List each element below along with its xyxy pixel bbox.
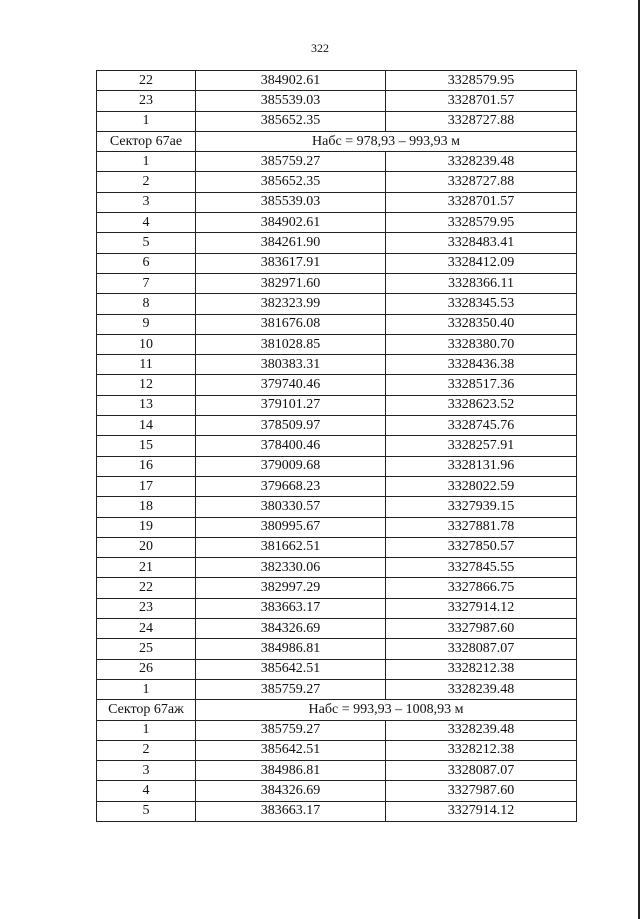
x-coordinate: 380330.57 [196, 497, 386, 517]
x-coordinate: 379009.68 [196, 456, 386, 476]
x-coordinate: 384326.69 [196, 781, 386, 801]
point-number: 11 [97, 355, 196, 375]
x-coordinate: 383663.17 [196, 598, 386, 618]
sector-label: Сектор 67аж [97, 700, 196, 720]
table-row [97, 294, 577, 314]
point-number: 7 [97, 273, 196, 293]
x-coordinate: 380383.31 [196, 355, 386, 375]
y-coordinate: 3327845.55 [386, 558, 577, 578]
y-coordinate: 3327850.57 [386, 537, 577, 557]
point-number: 22 [97, 578, 196, 598]
y-coordinate: 3327914.12 [386, 598, 577, 618]
point-number: 2 [97, 172, 196, 192]
y-coordinate: 3328257.91 [386, 436, 577, 456]
x-coordinate: 383617.91 [196, 253, 386, 273]
point-number: 10 [97, 334, 196, 354]
x-coordinate: 378509.97 [196, 416, 386, 436]
y-coordinate: 3328745.76 [386, 416, 577, 436]
y-coordinate: 3328239.48 [386, 720, 577, 740]
table-row [97, 456, 577, 476]
table-row [97, 71, 577, 91]
point-number: 22 [97, 71, 196, 91]
x-coordinate: 380995.67 [196, 517, 386, 537]
point-number: 26 [97, 659, 196, 679]
x-coordinate: 381662.51 [196, 537, 386, 557]
table-row [97, 213, 577, 233]
y-coordinate: 3327881.78 [386, 517, 577, 537]
table-row [97, 781, 577, 801]
point-number: 16 [97, 456, 196, 476]
point-number: 1 [97, 679, 196, 699]
y-coordinate: 3328727.88 [386, 172, 577, 192]
y-coordinate: 3328239.48 [386, 152, 577, 172]
x-coordinate: 381676.08 [196, 314, 386, 334]
table-row [97, 375, 577, 395]
point-number: 1 [97, 152, 196, 172]
coordinates-table-body [97, 71, 577, 822]
point-number: 1 [97, 111, 196, 131]
table-row [97, 476, 577, 496]
point-number: 15 [97, 436, 196, 456]
sector-header-row [97, 131, 577, 151]
point-number: 20 [97, 537, 196, 557]
x-coordinate: 384902.61 [196, 71, 386, 91]
table-row [97, 233, 577, 253]
x-coordinate: 385539.03 [196, 192, 386, 212]
table-row [97, 578, 577, 598]
point-number: 8 [97, 294, 196, 314]
y-coordinate: 3328131.96 [386, 456, 577, 476]
table-row [97, 273, 577, 293]
point-number: 14 [97, 416, 196, 436]
y-coordinate: 3328212.38 [386, 740, 577, 760]
y-coordinate: 3328345.53 [386, 294, 577, 314]
y-coordinate: 3328022.59 [386, 476, 577, 496]
table-row [97, 537, 577, 557]
point-number: 25 [97, 639, 196, 659]
x-coordinate: 378400.46 [196, 436, 386, 456]
table-row [97, 598, 577, 618]
x-coordinate: 385539.03 [196, 91, 386, 111]
table-row [97, 152, 577, 172]
point-number: 12 [97, 375, 196, 395]
point-number: 6 [97, 253, 196, 273]
point-number: 23 [97, 91, 196, 111]
x-coordinate: 384902.61 [196, 213, 386, 233]
table-row [97, 314, 577, 334]
x-coordinate: 384986.81 [196, 761, 386, 781]
table-row [97, 91, 577, 111]
table-row [97, 740, 577, 760]
point-number: 18 [97, 497, 196, 517]
y-coordinate: 3328727.88 [386, 111, 577, 131]
x-coordinate: 385759.27 [196, 679, 386, 699]
sector-label: Сектор 67ае [97, 131, 196, 151]
point-number: 5 [97, 233, 196, 253]
y-coordinate: 3328087.07 [386, 761, 577, 781]
point-number: 3 [97, 761, 196, 781]
point-number: 21 [97, 558, 196, 578]
x-coordinate: 379740.46 [196, 375, 386, 395]
y-coordinate: 3328701.57 [386, 91, 577, 111]
point-number: 23 [97, 598, 196, 618]
x-coordinate: 385759.27 [196, 152, 386, 172]
x-coordinate: 382330.06 [196, 558, 386, 578]
sector-header-row [97, 700, 577, 720]
table-row [97, 659, 577, 679]
y-coordinate: 3328483.41 [386, 233, 577, 253]
point-number: 9 [97, 314, 196, 334]
x-coordinate: 385642.51 [196, 659, 386, 679]
y-coordinate: 3327939.15 [386, 497, 577, 517]
table-row [97, 172, 577, 192]
page-number: 322 [311, 41, 329, 55]
y-coordinate: 3328517.36 [386, 375, 577, 395]
y-coordinate: 3328436.38 [386, 355, 577, 375]
x-coordinate: 379668.23 [196, 476, 386, 496]
point-number: 4 [97, 781, 196, 801]
y-coordinate: 3327987.60 [386, 781, 577, 801]
x-coordinate: 383663.17 [196, 801, 386, 821]
point-number: 19 [97, 517, 196, 537]
point-number: 3 [97, 192, 196, 212]
x-coordinate: 384326.69 [196, 619, 386, 639]
x-coordinate: 385652.35 [196, 172, 386, 192]
x-coordinate: 384986.81 [196, 639, 386, 659]
y-coordinate: 3328239.48 [386, 679, 577, 699]
table-row [97, 395, 577, 415]
x-coordinate: 381028.85 [196, 334, 386, 354]
y-coordinate: 3328579.95 [386, 71, 577, 91]
table-row [97, 253, 577, 273]
x-coordinate: 385642.51 [196, 740, 386, 760]
y-coordinate: 3328087.07 [386, 639, 577, 659]
x-coordinate: 385759.27 [196, 720, 386, 740]
y-coordinate: 3328212.38 [386, 659, 577, 679]
x-coordinate: 384261.90 [196, 233, 386, 253]
point-number: 2 [97, 740, 196, 760]
x-coordinate: 382971.60 [196, 273, 386, 293]
table-row [97, 334, 577, 354]
y-coordinate: 3328701.57 [386, 192, 577, 212]
table-row [97, 517, 577, 537]
table-row [97, 761, 577, 781]
point-number: 24 [97, 619, 196, 639]
table-row [97, 679, 577, 699]
y-coordinate: 3328623.52 [386, 395, 577, 415]
table-row [97, 720, 577, 740]
sector-height-range: Набс = 993,93 – 1008,93 м [196, 700, 577, 720]
table-row [97, 436, 577, 456]
table-row [97, 619, 577, 639]
y-coordinate: 3328412.09 [386, 253, 577, 273]
y-coordinate: 3327987.60 [386, 619, 577, 639]
y-coordinate: 3327866.75 [386, 578, 577, 598]
x-coordinate: 382997.29 [196, 578, 386, 598]
y-coordinate: 3328579.95 [386, 213, 577, 233]
y-coordinate: 3327914.12 [386, 801, 577, 821]
table-row [97, 416, 577, 436]
x-coordinate: 379101.27 [196, 395, 386, 415]
sector-height-range: Набс = 978,93 – 993,93 м [196, 131, 577, 151]
table-row [97, 355, 577, 375]
x-coordinate: 382323.99 [196, 294, 386, 314]
table-row [97, 497, 577, 517]
y-coordinate: 3328380.70 [386, 334, 577, 354]
table-row [97, 192, 577, 212]
table-row [97, 639, 577, 659]
point-number: 13 [97, 395, 196, 415]
table-row [97, 801, 577, 821]
point-number: 1 [97, 720, 196, 740]
point-number: 4 [97, 213, 196, 233]
coordinates-table [96, 70, 577, 822]
table-row [97, 111, 577, 131]
y-coordinate: 3328350.40 [386, 314, 577, 334]
y-coordinate: 3328366.11 [386, 273, 577, 293]
point-number: 17 [97, 476, 196, 496]
table-row [97, 558, 577, 578]
x-coordinate: 385652.35 [196, 111, 386, 131]
point-number: 5 [97, 801, 196, 821]
